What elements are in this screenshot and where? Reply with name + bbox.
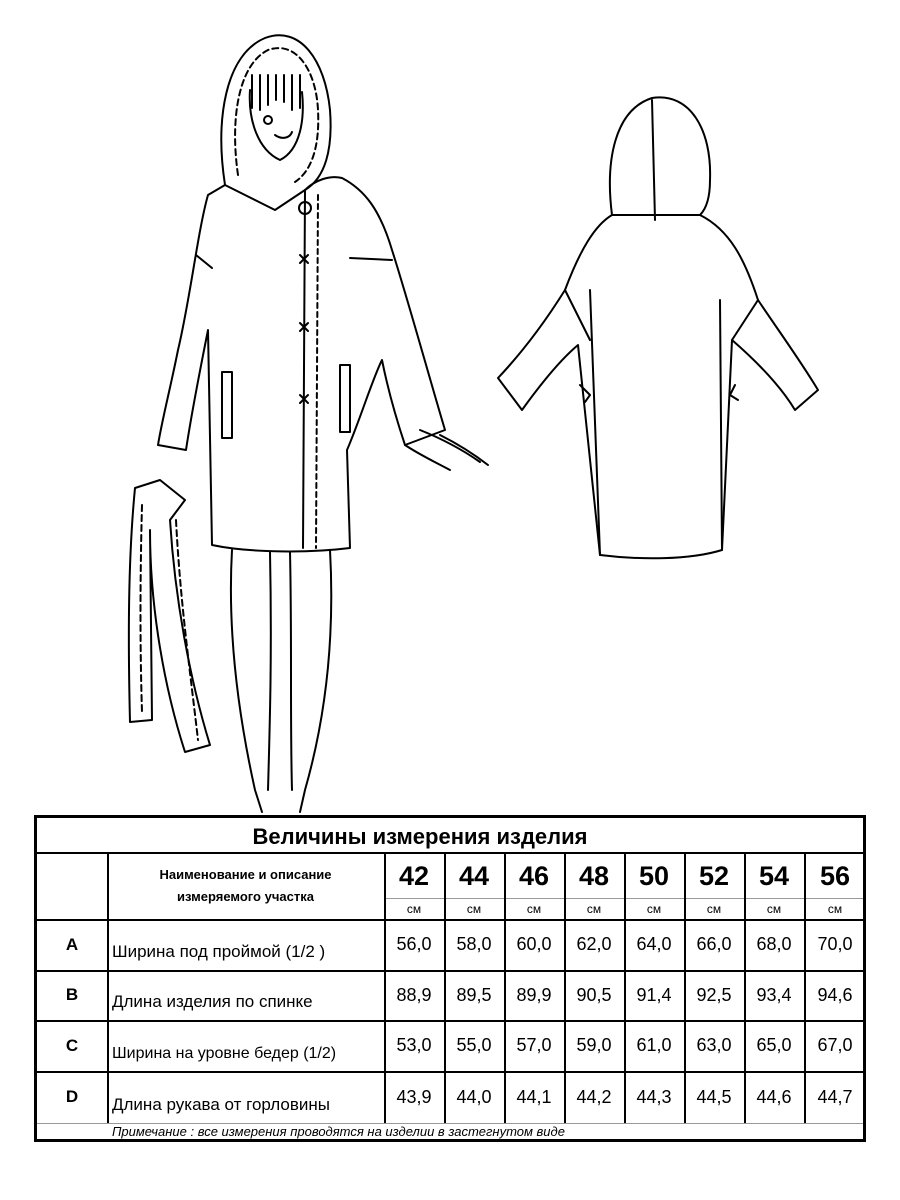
measurement-value: 89,5 [456,984,492,1005]
size-header: 42 [398,860,430,891]
measurement-value: 43,9 [396,1086,432,1107]
measurement-value: 44,7 [817,1086,853,1107]
measurement-value: 65,0 [756,1035,792,1055]
header-description-line: измеряемого участка [177,888,314,904]
measurement-value: 90,5 [576,984,612,1005]
size-header: 48 [578,860,610,891]
row-code: C [65,1035,79,1055]
measurement-value: 44,3 [636,1086,672,1107]
size-header: 46 [518,860,550,891]
measurement-value: 61,0 [636,1035,672,1055]
size-header: 56 [819,860,851,891]
measurement-value: 59,0 [576,1035,612,1055]
measurement-value: 70,0 [817,934,853,954]
measurement-value: 60,0 [516,934,552,954]
row-code: D [65,1087,79,1106]
measurement-value: 94,6 [817,984,853,1005]
size-header: 52 [698,860,730,891]
measurement-value: 89,9 [516,984,552,1005]
size-measurement-table [34,815,866,1142]
measurement-value: 44,0 [456,1086,492,1107]
header-description [107,852,384,919]
measurement-value: 44,5 [696,1086,732,1107]
measurement-value: 91,4 [636,984,672,1005]
unit-label: см [406,902,422,916]
measurement-value: 64,0 [636,934,672,954]
row-code: A [65,934,79,954]
measurement-value: 66,0 [696,934,732,954]
unit-label: см [827,902,843,916]
size-header: 54 [758,860,790,891]
measurement-value: 62,0 [576,934,612,954]
measurement-value: 53,0 [396,1035,432,1055]
size-header: 44 [458,860,490,891]
measurement-value: 88,9 [396,984,432,1005]
table-title: Величины измерения изделия [252,824,588,849]
unit-label: см [586,902,602,916]
table-note: Примечание : все измерения проводятся на изделии в застегнутом виде [112,1124,565,1139]
header-description-line: Наименование и описание [159,866,332,882]
row-code: B [65,985,79,1004]
unit-label: см [706,902,722,916]
unit-label: см [646,902,662,916]
measurement-value: 57,0 [516,1035,552,1055]
unit-label: см [526,902,542,916]
row-label: Ширина на уровне бедер (1/2) [112,1045,337,1062]
measurement-value: 56,0 [396,934,432,954]
back-view-drawing [498,97,818,558]
measurement-value: 58,0 [456,934,492,954]
size-header: 50 [638,860,670,891]
unit-label: см [766,902,782,916]
measurement-value: 63,0 [696,1035,732,1055]
measurement-value: 44,1 [516,1086,552,1107]
row-label: Ширина под проймой (1/2 ) [112,942,326,961]
row-label: Длина рукава от горловины [112,1095,330,1114]
measurement-value: 67,0 [817,1035,853,1055]
unit-label: см [466,902,482,916]
row-label: Длина изделия по спинке [112,992,313,1011]
measurement-value: 44,6 [756,1086,792,1107]
measurement-value: 93,4 [756,984,792,1005]
measurement-value: 55,0 [456,1035,492,1055]
measurement-value: 44,2 [576,1086,612,1107]
measurement-value: 68,0 [756,934,792,954]
front-view-drawing [129,35,488,812]
measurement-value: 92,5 [696,984,732,1005]
